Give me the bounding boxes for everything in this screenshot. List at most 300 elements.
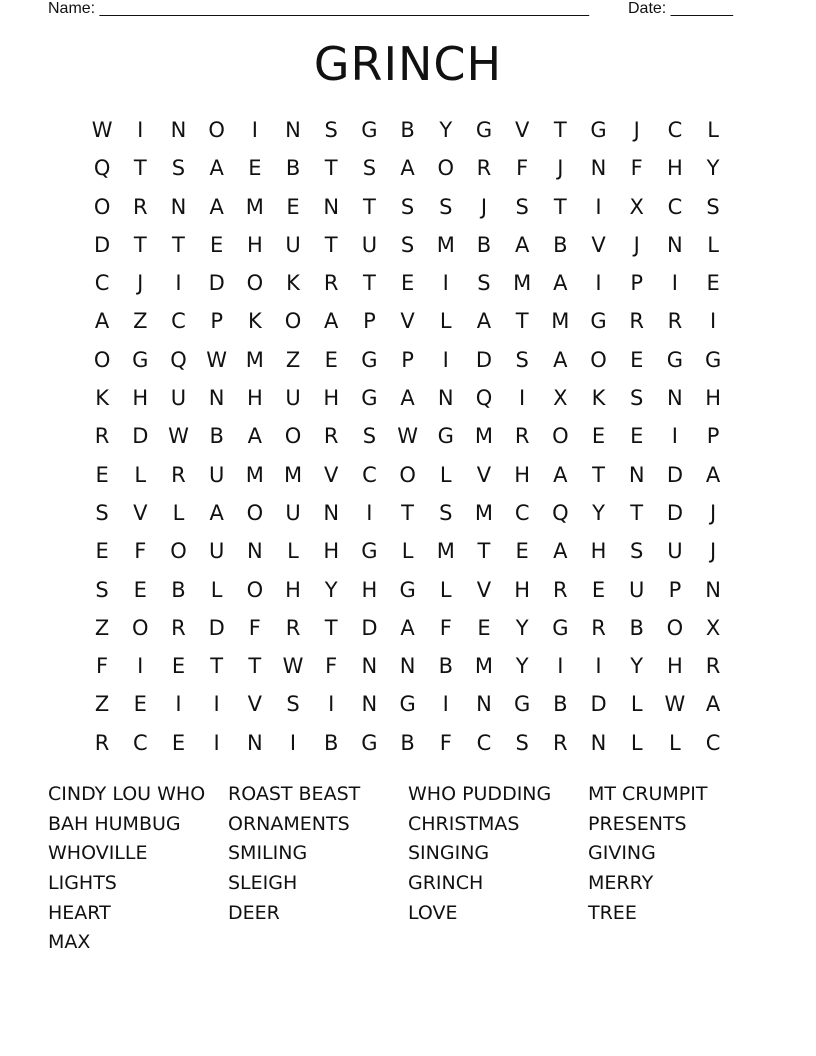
grid-letter: M <box>245 462 264 487</box>
grid-letter: I <box>595 654 602 679</box>
grid-letter: Z <box>94 692 110 717</box>
word-list-item: LIGHTS <box>48 872 117 895</box>
grid-letter: I <box>595 194 602 219</box>
grid-letter: V <box>476 462 492 487</box>
word-list-item: TREE <box>588 901 637 924</box>
grid-letter: D <box>208 615 225 640</box>
grid-letter: J <box>709 539 717 564</box>
grid-letter: P <box>668 577 682 602</box>
grid-letter: U <box>285 500 301 525</box>
grid-letter: H <box>323 539 340 564</box>
grid-letter: T <box>133 232 147 257</box>
grid-letter: F <box>630 156 643 181</box>
grid-letter: N <box>437 386 454 411</box>
grid-letter: W <box>397 424 418 449</box>
grid-letter: T <box>630 500 644 525</box>
grid-letter: N <box>246 730 263 755</box>
grid-letter: L <box>707 118 719 142</box>
grid-letter: E <box>630 424 644 449</box>
word-list-item: GIVING <box>588 842 656 865</box>
grid-letter: E <box>591 577 606 602</box>
grid-letter: L <box>630 692 643 717</box>
grid-letter: G <box>361 347 378 372</box>
grid-letter: U <box>361 232 378 257</box>
word-list-item: ORNAMENTS <box>228 812 350 835</box>
grid-letter: P <box>401 347 414 372</box>
grid-letter: O <box>93 347 111 372</box>
date-field: Date: _______ <box>628 0 733 17</box>
grid-letter: D <box>361 615 378 640</box>
grid-letter: N <box>667 386 683 411</box>
grid-letter: N <box>705 577 721 602</box>
grid-letter: M <box>245 347 264 372</box>
grid-letter: Z <box>285 347 301 372</box>
grid-letter: Y <box>515 654 529 679</box>
grid-letter: E <box>210 232 224 257</box>
grid-letter: V <box>247 692 263 717</box>
grid-letter: X <box>553 386 568 411</box>
word-list-item: SINGING <box>408 842 490 865</box>
grid-letter: S <box>439 194 453 219</box>
grid-letter: K <box>247 309 262 334</box>
grid-letter: I <box>671 424 678 449</box>
grid-letter: K <box>591 386 606 411</box>
grid-letter: H <box>285 577 301 602</box>
grid-letter: R <box>171 615 186 640</box>
grid-letter: A <box>705 692 721 717</box>
grid-letter: T <box>553 194 567 219</box>
grid-letter: D <box>590 692 607 717</box>
grid-letter: K <box>286 271 300 296</box>
grid-letter: M <box>474 500 494 525</box>
grid-letter: E <box>630 347 644 372</box>
grid-letter: E <box>95 539 109 564</box>
grid-letter: S <box>95 500 109 525</box>
grid-letter: A <box>553 462 568 487</box>
word-list-item: HEART <box>48 901 111 924</box>
grid-letter: H <box>361 577 378 602</box>
grid-letter: G <box>552 615 569 640</box>
grid-letter: E <box>248 156 262 181</box>
grid-letter: B <box>400 730 415 755</box>
grid-letter: W <box>91 118 113 142</box>
grid-letter: K <box>95 386 109 411</box>
grid-letter: O <box>284 424 302 449</box>
grid-letter: N <box>667 232 683 257</box>
grid-letter: T <box>248 654 262 679</box>
grid-letter: M <box>283 462 303 487</box>
grid-letter: M <box>513 271 532 296</box>
grid-letter: T <box>324 232 338 257</box>
grid-letter: U <box>208 539 225 564</box>
grid-letter: N <box>590 156 607 181</box>
grid-letter: T <box>477 539 491 564</box>
grid-letter: T <box>362 194 376 219</box>
grid-letter: R <box>323 424 339 449</box>
grid-letter: Y <box>439 118 453 142</box>
grid-letter: W <box>664 692 686 717</box>
word-list-item: CHRISTMAS <box>408 812 520 835</box>
grid-letter: A <box>553 271 568 296</box>
grid-letter: H <box>667 654 683 679</box>
grid-letter: B <box>171 577 186 602</box>
grid-letter: W <box>282 654 304 679</box>
grid-letter: A <box>705 462 721 487</box>
grid-letter: O <box>552 424 569 449</box>
grid-letter: A <box>209 194 224 219</box>
grid-letter: N <box>323 194 340 219</box>
grid-letter: H <box>667 156 683 181</box>
grid-letter: R <box>94 730 110 755</box>
grid-letter: G <box>666 347 684 372</box>
grid-letter: H <box>514 462 531 487</box>
grid-letter: T <box>401 500 414 525</box>
grid-letter: G <box>590 309 607 334</box>
grid-letter: S <box>324 118 338 142</box>
grid-letter: L <box>172 500 185 525</box>
grid-letter: H <box>323 386 340 411</box>
grid-letter: L <box>439 309 452 334</box>
grid-letter: P <box>706 424 720 449</box>
grid-letter: S <box>515 347 529 372</box>
grid-letter: A <box>553 347 568 372</box>
grid-letter: L <box>401 539 414 564</box>
grid-letter: S <box>515 194 529 219</box>
grid-letter: C <box>94 271 110 296</box>
grid-letter: T <box>210 654 224 679</box>
grid-letter: D <box>132 424 149 449</box>
grid-letter: N <box>285 118 301 142</box>
grid-letter: Z <box>133 309 148 334</box>
grid-letter: J <box>137 271 144 296</box>
grid-letter: I <box>557 654 564 679</box>
grid-letter: Y <box>630 654 644 679</box>
grid-letter: E <box>515 539 529 564</box>
grid-letter: N <box>399 654 416 679</box>
grid-letter: D <box>475 347 493 372</box>
grid-letter: N <box>208 386 225 411</box>
letter-grid <box>83 113 732 764</box>
grid-letter: R <box>705 654 721 679</box>
grid-letter: G <box>704 347 722 372</box>
grid-letter: T <box>133 156 147 181</box>
grid-letter: S <box>706 194 720 219</box>
grid-letter: G <box>590 118 607 142</box>
grid-letter: V <box>133 500 148 525</box>
grid-letter: I <box>175 271 182 296</box>
grid-letter: N <box>628 462 645 487</box>
grid-letter: M <box>436 232 455 257</box>
grid-letter: O <box>132 615 149 640</box>
grid-letter: H <box>132 386 149 411</box>
grid-letter: E <box>591 424 606 449</box>
grid-letter: J <box>633 118 640 142</box>
grid-letter: S <box>515 730 529 755</box>
grid-letter: O <box>208 118 225 142</box>
grid-letter: B <box>438 654 453 679</box>
grid-letter: S <box>400 232 415 257</box>
grid-letter: J <box>633 232 640 257</box>
word-list-item: GRINCH <box>408 872 484 895</box>
grid-letter: P <box>630 271 644 296</box>
grid-letter: I <box>213 692 220 717</box>
grid-letter: I <box>175 692 182 717</box>
grid-letter: O <box>590 347 607 372</box>
grid-letter: X <box>629 194 644 219</box>
grid-letter: Q <box>475 386 493 411</box>
grid-letter: N <box>246 539 263 564</box>
grid-letter: U <box>208 462 225 487</box>
grid-letter: T <box>324 615 338 640</box>
grid-letter: L <box>134 462 147 487</box>
grid-letter: V <box>324 462 339 487</box>
grid-letter: G <box>399 577 416 602</box>
grid-letter: E <box>95 462 109 487</box>
grid-letter: S <box>362 424 377 449</box>
grid-letter: L <box>630 730 643 755</box>
grid-letter: R <box>285 615 301 640</box>
grid-letter: D <box>94 232 111 257</box>
grid-letter: O <box>666 615 684 640</box>
grid-letter: I <box>442 692 449 717</box>
grid-letter: T <box>592 462 605 487</box>
grid-letter: N <box>323 500 340 525</box>
grid-letter: C <box>476 730 492 755</box>
grid-letter: B <box>285 156 301 181</box>
grid-letter: B <box>553 692 568 717</box>
grid-letter: R <box>629 309 645 334</box>
grid-letter: G <box>399 692 416 717</box>
grid-letter: I <box>328 692 335 717</box>
grid-letter: A <box>400 386 415 411</box>
grid-letter: Y <box>592 500 605 525</box>
grid-letter: U <box>667 539 683 564</box>
grid-letter: O <box>170 539 187 564</box>
grid-letter: B <box>324 730 339 755</box>
header-fields <box>48 0 748 20</box>
grid-letter: L <box>669 730 681 755</box>
word-list-item: BAH HUMBUG <box>48 812 181 835</box>
grid-letter: G <box>361 539 378 564</box>
grid-letter: D <box>666 462 683 487</box>
grid-letter: F <box>96 654 109 679</box>
grid-letter: E <box>171 654 186 679</box>
grid-letter: P <box>363 309 376 334</box>
grid-letter: N <box>170 118 187 142</box>
word-list-item: CINDY LOU WHO <box>48 783 206 805</box>
grid-letter: B <box>553 232 568 257</box>
grid-letter: R <box>667 309 683 334</box>
grid-letter: T <box>553 118 567 142</box>
grid-letter: H <box>590 539 607 564</box>
grid-letter: M <box>551 309 570 334</box>
grid-letter: O <box>399 462 416 487</box>
word-list-item: MERRY <box>588 872 654 895</box>
grid-letter: A <box>400 156 415 181</box>
grid-letter: M <box>245 194 264 219</box>
grid-letter: E <box>133 692 147 717</box>
grid-letter: E <box>171 730 186 755</box>
word-list-item: ROAST BEAST <box>228 783 361 805</box>
grid-letter: R <box>514 424 530 449</box>
grid-letter: Y <box>706 156 720 181</box>
grid-letter: G <box>475 118 493 142</box>
grid-letter: R <box>553 730 568 755</box>
grid-letter: Q <box>170 347 187 372</box>
grid-letter: W <box>206 347 228 372</box>
grid-letter: U <box>629 577 645 602</box>
grid-letter: S <box>171 156 186 181</box>
grid-letter: T <box>324 156 338 181</box>
grid-letter: A <box>400 615 415 640</box>
grid-letter: N <box>170 194 187 219</box>
grid-letter: O <box>284 309 302 334</box>
word-list-item: PRESENTS <box>588 812 687 835</box>
grid-letter: D <box>666 500 683 525</box>
grid-letter: O <box>246 500 264 525</box>
grid-letter: M <box>474 424 494 449</box>
grid-letter: G <box>132 347 149 372</box>
grid-letter: W <box>168 424 189 449</box>
grid-letter: T <box>515 309 529 334</box>
grid-letter: T <box>362 271 376 296</box>
grid-letter: A <box>209 500 224 525</box>
grid-letter: M <box>474 654 494 679</box>
grid-letter: Q <box>552 500 569 525</box>
grid-letter: F <box>439 615 452 640</box>
grid-letter: Y <box>515 615 529 640</box>
grid-letter: I <box>709 309 717 334</box>
grid-letter: L <box>707 232 719 257</box>
grid-letter: E <box>477 615 491 640</box>
grid-letter: S <box>400 194 415 219</box>
grid-letter: O <box>246 577 264 602</box>
grid-letter: I <box>442 271 449 296</box>
grid-letter: F <box>134 539 147 564</box>
grid-letter: S <box>439 500 453 525</box>
grid-letter: L <box>439 577 452 602</box>
grid-letter: P <box>210 309 223 334</box>
grid-letter: E <box>286 194 300 219</box>
grid-letter: O <box>93 194 111 219</box>
grid-letter: R <box>323 271 339 296</box>
grid-letter: I <box>595 271 602 296</box>
word-list-item: MT CRUMPIT <box>588 783 708 805</box>
grid-letter: T <box>172 232 185 257</box>
grid-letter: O <box>246 271 264 296</box>
grid-letter: S <box>362 156 377 181</box>
grid-letter: V <box>400 309 415 334</box>
grid-letter: G <box>437 424 454 449</box>
grid-letter: G <box>361 730 378 755</box>
grid-letter: V <box>591 232 606 257</box>
grid-letter: R <box>591 615 606 640</box>
word-list-item: LOVE <box>408 901 458 924</box>
grid-letter: V <box>476 577 492 602</box>
grid-letter: E <box>400 271 415 296</box>
grid-letter: U <box>285 386 301 411</box>
grid-letter: C <box>667 194 683 219</box>
grid-letter: E <box>706 271 720 296</box>
grid-letter: A <box>209 156 224 181</box>
grid-letter: L <box>439 462 452 487</box>
grid-letter: N <box>361 654 378 679</box>
grid-letter: B <box>209 424 224 449</box>
grid-letter: H <box>705 386 721 411</box>
grid-letter: J <box>557 156 564 181</box>
grid-letter: F <box>325 654 338 679</box>
grid-letter: C <box>667 118 683 142</box>
word-list <box>48 780 768 958</box>
grid-letter: A <box>324 309 339 334</box>
grid-letter: F <box>248 615 261 640</box>
grid-letter: N <box>361 692 378 717</box>
grid-letter: V <box>514 118 530 142</box>
grid-letter: B <box>400 118 415 142</box>
grid-letter: B <box>629 615 644 640</box>
grid-letter: X <box>705 615 721 640</box>
grid-letter: Q <box>93 156 111 181</box>
word-list-item: WHO PUDDING <box>408 783 552 805</box>
grid-letter: C <box>171 309 186 334</box>
grid-letter: R <box>94 424 110 449</box>
grid-letter: R <box>132 194 148 219</box>
grid-letter: L <box>287 539 299 564</box>
grid-letter: F <box>516 156 529 181</box>
grid-letter: U <box>285 232 301 257</box>
grid-letter: C <box>362 462 377 487</box>
grid-letter: N <box>476 692 492 717</box>
grid-letter: I <box>442 347 449 372</box>
grid-letter: G <box>361 386 378 411</box>
grid-letter: I <box>519 386 526 411</box>
grid-letter: M <box>436 539 455 564</box>
grid-letter: I <box>137 654 144 679</box>
grid-letter: Z <box>94 615 110 640</box>
grid-letter: O <box>437 156 455 181</box>
grid-letter: Y <box>324 577 338 602</box>
grid-letter: J <box>480 194 488 219</box>
grid-letter: S <box>286 692 300 717</box>
grid-letter: B <box>476 232 492 257</box>
grid-letter: L <box>210 577 223 602</box>
page-title: GRINCH <box>313 37 503 91</box>
grid-letter: A <box>514 232 530 257</box>
grid-letter: G <box>514 692 531 717</box>
grid-letter: J <box>709 500 717 525</box>
grid-letter: R <box>171 462 186 487</box>
grid-letter: H <box>246 232 263 257</box>
grid-letter: D <box>208 271 225 296</box>
grid-letter: H <box>246 386 263 411</box>
grid-letter: E <box>324 347 338 372</box>
grid-letter: S <box>630 539 644 564</box>
grid-letter: I <box>289 730 297 755</box>
word-list-item: DEER <box>228 901 280 924</box>
grid-letter: G <box>361 118 378 142</box>
grid-letter: S <box>95 577 109 602</box>
grid-letter: I <box>213 730 220 755</box>
grid-letter: A <box>476 309 492 334</box>
grid-letter: N <box>590 730 607 755</box>
grid-letter: H <box>514 577 531 602</box>
word-list-item: SLEIGH <box>228 872 298 895</box>
name-field: Name: _______________________________________________________ <box>48 0 589 17</box>
grid-letter: A <box>94 309 110 334</box>
grid-letter: C <box>705 730 721 755</box>
grid-letter: R <box>553 577 568 602</box>
grid-letter: A <box>247 424 263 449</box>
